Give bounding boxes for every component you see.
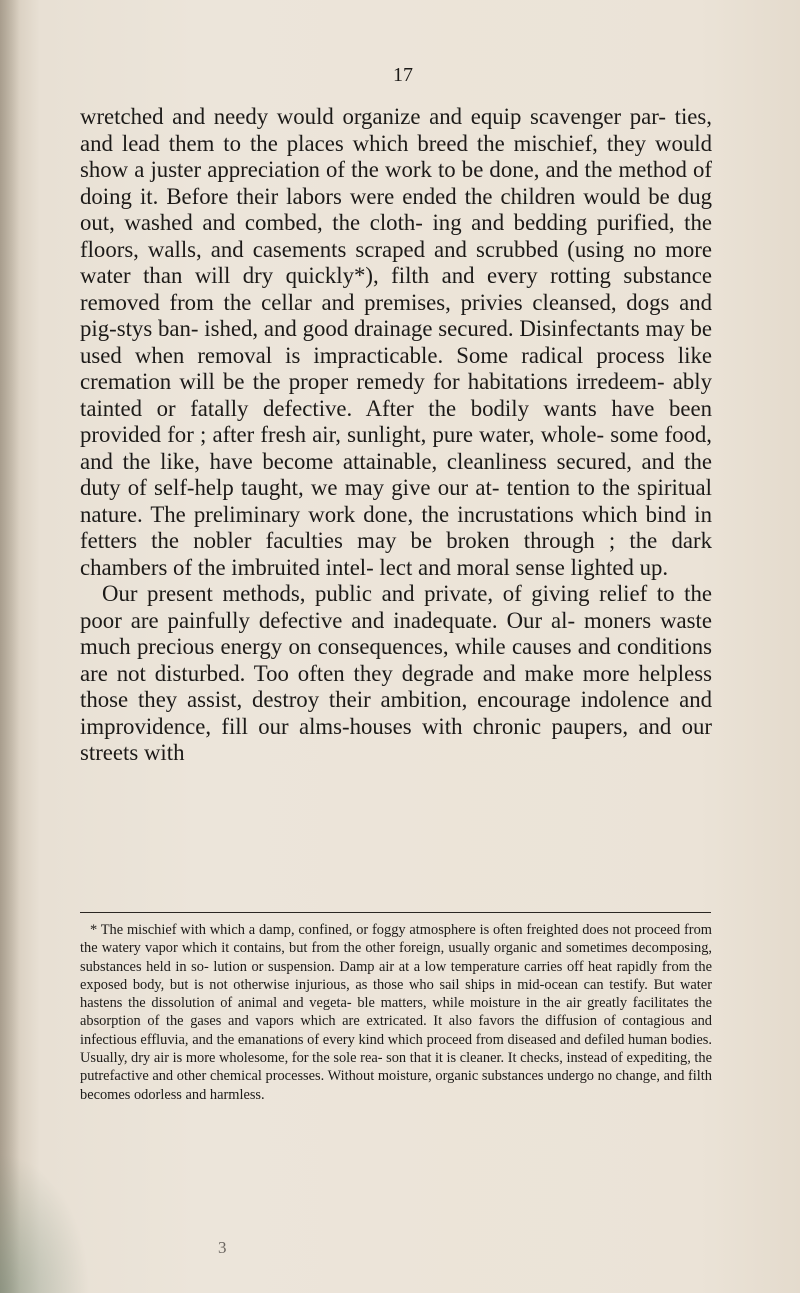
corner-stain — [0, 1153, 90, 1293]
body-paragraph-2: Our present methods, public and private, of giving relief to the poor are painfully defective and inadequate. Our al- moners waste much precious energy on consequences, while causes and conditions are not disturbed. Too often they degrade and make more helpless those they assist, destroy their ambition, encourage indolence and improvidence, fill our alms-houses with chronic paupers, and our streets with — [80, 581, 712, 765]
body-paragraph-1: wretched and needy would organize and equip scavenger par- ties, and lead them to the places which breed the mischief, they would show a juster appreciation of the work to be done, and the method of doing it. Before their labors were ended the children would be dug out, washed and combed, the cloth- ing and bedding purified, the floors, walls, and casements scraped and scrubbed (using no more water than will dry quickly*), filth and every rotting substance removed from the cellar and premises, privies cleansed, dogs and pig-stys ban- ished, and good drainage secured. Disinfectants may be used when removal is impracticable. Some radical process like cremation will be the proper remedy for habitations irredeem- ably tainted or fatally defective. After the bodily wants have been provided for ; after fresh air, sunlight, pure water, whole- some food, and the like, have become attainable, cleanliness secured, and the duty of self-help taught, we may give our at- tention to the spiritual nature. The preliminary work done, the incrustations which bind in fetters the nobler faculties may be broken through ; the dark chambers of the imbruited intel- lect and moral sense lighted up. — [80, 104, 712, 580]
page-number: 17 — [393, 64, 413, 86]
footnote-rule — [80, 912, 711, 913]
body-text — [80, 104, 712, 767]
signature-mark: 3 — [218, 1238, 227, 1257]
page-edge-shadow — [0, 0, 20, 1293]
footnote: * The mischief with which a damp, confined, or foggy atmosphere is often freighted does not proceed from the watery vapor which it contains, but from the other foreign, usually organic and sometimes decomposing, substances held in so- lution or suspension. Damp air at a low temperature carries off heat rapidly from the exposed body, but is not otherwise injurious, as those who sail ships in mid-ocean can testify. But water hastens the dissolution of animal and vegeta- ble matters, while moisture in the air greatly facilitates the absorption of the gases and vapors which are extricated. It also favors the diffusion of contagious and infectious effluvia, and the emanations of every kind which proceed from diseased and defiled human bodies. Usually, dry air is more wholesome, for the sole rea- son that it is cleaner. It checks, instead of expediting, the putrefactive and other chemical processes. Without moisture, organic substances undergo no change, and filth becomes odorless and harmless. — [80, 922, 712, 1103]
